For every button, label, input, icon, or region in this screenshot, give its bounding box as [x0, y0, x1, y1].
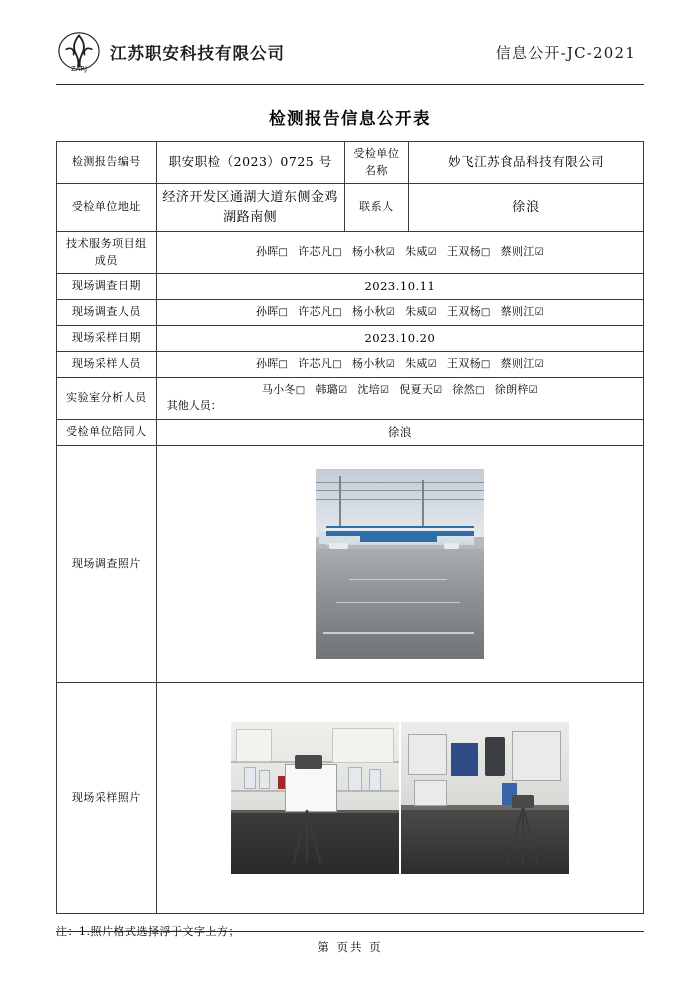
member-name: 徐然 [452, 382, 476, 396]
member-name: 王双杨 [447, 357, 481, 370]
member-name: 许芯凡 [298, 245, 333, 259]
table-row [57, 445, 644, 682]
checkbox-empty-icon[interactable]: □ [475, 384, 485, 396]
table-row [57, 274, 644, 300]
member-checkbox-item[interactable] [447, 304, 491, 321]
member-checkbox-item[interactable] [405, 356, 437, 373]
page-header [56, 26, 644, 85]
sampling-date-value: 2023.10.20 [156, 325, 643, 351]
checkbox-checked-icon[interactable]: ☑ [338, 384, 348, 396]
member-checkbox-item[interactable] [256, 304, 288, 321]
tech-team-members [156, 232, 643, 274]
member-checkbox-item[interactable] [447, 356, 491, 373]
member-checkbox-item[interactable] [452, 382, 484, 399]
checkbox-empty-icon[interactable]: □ [278, 307, 289, 319]
report-no-label: 检测报告编号 [57, 142, 157, 184]
member-name: 朱威 [405, 245, 428, 259]
member-name: 孙晖 [255, 357, 279, 370]
page-footer [56, 931, 644, 955]
footer-divider [56, 931, 644, 932]
checkbox-empty-icon[interactable]: □ [278, 247, 289, 259]
member-name: 倪夏天 [399, 382, 434, 396]
footnote: 注：1.照片格式选择浮于文字上方； [56, 924, 240, 938]
survey-staff-label: 现场调查人员 [57, 300, 157, 326]
member-checkbox-item[interactable] [357, 382, 389, 399]
sampling-date-label: 现场采样日期 [57, 325, 157, 351]
member-name: 蔡则江 [500, 357, 535, 370]
client-name-label: 受检单位名称 [344, 142, 409, 184]
checkbox-checked-icon[interactable]: ☑ [427, 359, 437, 370]
member-checkbox-item[interactable] [352, 356, 395, 373]
member-checkbox-item[interactable] [298, 304, 342, 321]
member-name: 徐朗梓 [494, 382, 529, 396]
checkbox-checked-icon[interactable]: ☑ [385, 359, 396, 370]
member-name: 朱威 [405, 357, 428, 370]
table-row [57, 232, 644, 274]
survey-site-photo [316, 469, 484, 659]
checkbox-checked-icon[interactable]: ☑ [385, 247, 396, 259]
checkbox-checked-icon[interactable]: ☑ [433, 384, 443, 396]
sampling-staff-label: 现场采样人员 [57, 352, 157, 378]
member-checkbox-item[interactable] [352, 304, 395, 321]
checkbox-empty-icon[interactable]: □ [480, 359, 491, 370]
member-name: 孙晖 [255, 245, 279, 259]
table-row [57, 184, 644, 232]
survey-photo-wrap [161, 450, 639, 678]
escort-label: 受检单位陪同人 [57, 419, 157, 445]
checkbox-checked-icon[interactable]: ☑ [379, 384, 390, 396]
document-code: 信息公开-JC-2021 [495, 43, 636, 62]
member-checkbox-item[interactable] [405, 304, 437, 321]
member-name: 朱威 [405, 305, 428, 319]
member-name: 马小冬 [261, 382, 296, 396]
checkbox-empty-icon[interactable]: □ [295, 384, 306, 396]
member-name: 杨小秋 [351, 305, 386, 319]
member-checkbox-item[interactable] [315, 382, 347, 399]
checkbox-checked-icon[interactable]: ☑ [534, 247, 544, 259]
contact-value: 徐浪 [409, 184, 644, 232]
lab-staff-members [161, 382, 639, 399]
checkbox-empty-icon[interactable]: □ [332, 247, 342, 259]
report-no-value: 职安职检（2023）0725 号 [156, 142, 344, 184]
member-checkbox-item[interactable] [405, 244, 437, 261]
member-checkbox-item[interactable] [501, 244, 544, 261]
member-name: 沈培 [357, 382, 380, 396]
table-row [57, 377, 644, 419]
member-checkbox-item[interactable] [501, 356, 544, 373]
lab-staff-label: 实验室分析人员 [57, 377, 157, 419]
client-name-value: 妙飞江苏食品科技有限公司 [409, 142, 644, 184]
table-row [57, 682, 644, 913]
member-checkbox-item[interactable] [447, 244, 491, 261]
member-checkbox-item[interactable] [298, 244, 342, 261]
table-row [57, 419, 644, 445]
brand [56, 31, 285, 73]
member-checkbox-item[interactable] [501, 304, 544, 321]
table-row [57, 352, 644, 378]
sampling-photo-right [401, 722, 569, 874]
survey-staff-members [156, 300, 643, 326]
escort-value: 徐浪 [156, 419, 643, 445]
member-checkbox-item[interactable] [256, 244, 288, 261]
checkbox-empty-icon[interactable]: □ [332, 359, 342, 370]
checkbox-checked-icon[interactable]: ☑ [528, 384, 538, 396]
report-info-table [56, 141, 644, 914]
company-name: 江苏职安科技有限公司 [110, 44, 285, 63]
member-name: 蔡则江 [500, 305, 535, 319]
sampling-photo-label: 现场采样照片 [57, 682, 157, 913]
sampling-staff-members [156, 352, 643, 378]
contact-label: 联系人 [344, 184, 409, 232]
client-addr-label: 受检单位地址 [57, 184, 157, 232]
member-name: 许芯凡 [298, 305, 333, 319]
client-addr-value: 经济开发区通湖大道东侧金鸡湖路南侧 [156, 184, 344, 232]
svg-text:ZARJ: ZARJ [70, 65, 88, 73]
member-checkbox-item[interactable] [495, 382, 538, 399]
tech-team-label: 技术服务项目组成员 [57, 232, 157, 274]
member-checkbox-item[interactable] [256, 356, 288, 373]
table-row [57, 142, 644, 184]
member-name: 王双杨 [447, 305, 481, 319]
page-number: 第 页共 页 [317, 940, 383, 954]
lab-other-label: 其他人员： [166, 399, 222, 412]
member-checkbox-item[interactable] [298, 356, 342, 373]
member-name: 韩璐 [315, 382, 339, 396]
checkbox-checked-icon[interactable]: ☑ [385, 307, 396, 319]
member-name: 杨小秋 [351, 357, 386, 370]
table-row [57, 300, 644, 326]
sampling-photo-wrap [161, 687, 639, 909]
checkbox-checked-icon[interactable]: ☑ [427, 307, 437, 319]
member-checkbox-item[interactable] [352, 244, 395, 261]
page-title: 检测报告信息公开表 [269, 109, 431, 128]
table-row [57, 325, 644, 351]
survey-photo-label: 现场调查照片 [57, 445, 157, 682]
checkbox-empty-icon[interactable]: □ [480, 247, 491, 259]
member-name: 杨小秋 [351, 245, 386, 259]
checkbox-checked-icon[interactable]: ☑ [534, 307, 544, 319]
survey-date-label: 现场调查日期 [57, 274, 157, 300]
member-name: 孙晖 [255, 305, 279, 319]
member-name: 蔡则江 [500, 245, 535, 259]
sampling-photo-left [231, 722, 399, 874]
member-name: 王双杨 [447, 245, 481, 259]
survey-date-value: 2023.10.11 [156, 274, 643, 300]
member-checkbox-item[interactable] [262, 382, 306, 399]
checkbox-empty-icon[interactable]: □ [480, 307, 491, 319]
member-checkbox-item[interactable] [399, 382, 442, 399]
checkbox-checked-icon[interactable]: ☑ [534, 359, 544, 370]
company-logo-icon [56, 31, 102, 73]
checkbox-empty-icon[interactable]: □ [332, 307, 342, 319]
checkbox-empty-icon[interactable]: □ [278, 359, 289, 370]
member-name: 许芯凡 [298, 357, 333, 370]
checkbox-checked-icon[interactable]: ☑ [427, 247, 437, 259]
